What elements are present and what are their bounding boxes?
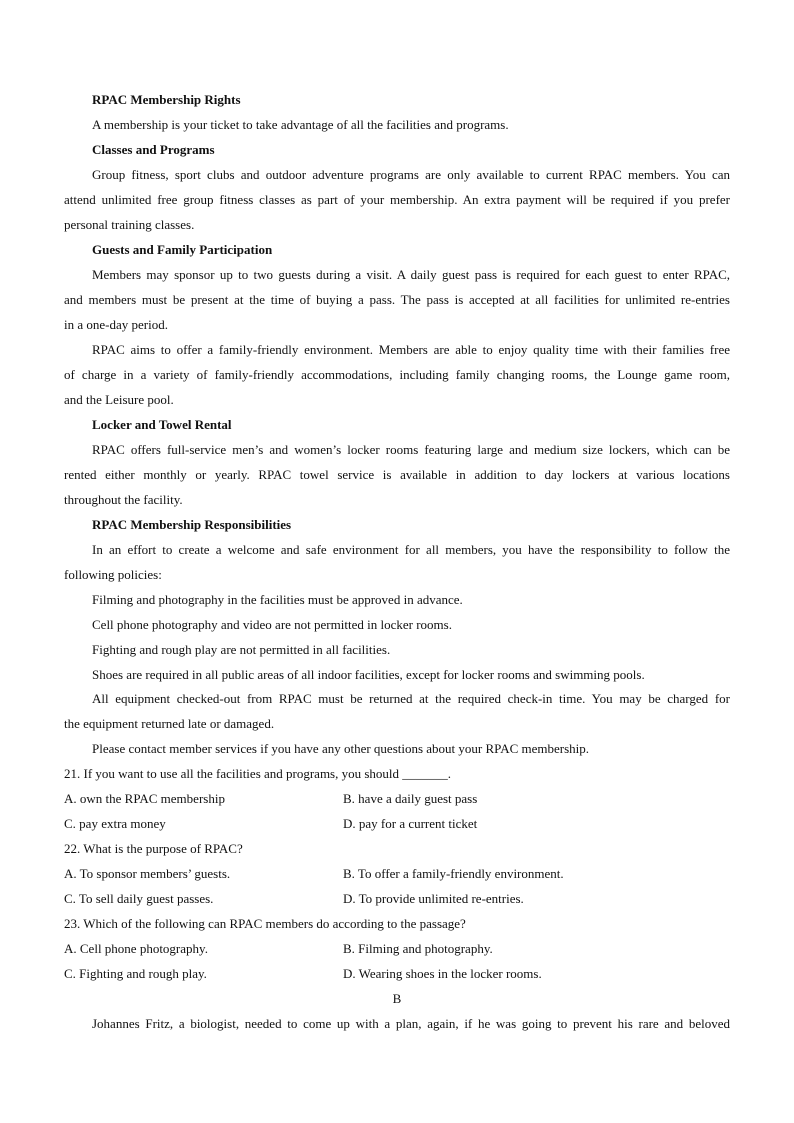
question-option: A. To sponsor members’ guests. [64,866,231,881]
policy-item: Filming and photography in the facilities must be approved in advance. [92,592,463,607]
paragraph-line: and the Leisure pool. [64,392,174,407]
question-option: D. Wearing shoes in the locker rooms. [343,966,542,981]
paragraph-line: Group fitness, sport clubs and outdoor adventure programs are only available to current RPAC members. You can [92,167,730,182]
heading-classes-programs: Classes and Programs [92,142,215,157]
question-option: A. Cell phone photography. [64,941,208,956]
heading-membership-rights: RPAC Membership Rights [92,92,241,107]
paragraph-line: in a one-day period. [64,317,168,332]
paragraph-line: of charge in a variety of family-friendly accommodations, including family changing rooms, the Lounge game room, [64,367,730,382]
paragraph-line: All equipment checked-out from RPAC must be returned at the required check-in time. You may be charged for [92,691,730,706]
paragraph-line: RPAC offers full-service men’s and women’s locker rooms featuring large and medium size lockers, which can be [92,442,730,457]
paragraph-line: RPAC aims to offer a family-friendly environment. Members are able to enjoy quality time with their families free [92,342,730,357]
question-option: B. To offer a family-friendly environment. [343,866,564,881]
paragraph-line: In an effort to create a welcome and safe environment for all members, you have the responsibility to follow the [92,542,730,557]
paragraph-line: the equipment returned late or damaged. [64,716,275,731]
heading-locker-towel: Locker and Towel Rental [92,417,232,432]
paragraph-line: throughout the facility. [64,492,183,507]
question-option: D. pay for a current ticket [343,816,478,831]
question-option: C. Fighting and rough play. [64,966,207,981]
question-stem: 21. If you want to use all the facilities and programs, you should _______. [64,766,452,781]
heading-membership-responsibilities: RPAC Membership Responsibilities [92,517,292,532]
question-stem: 22. What is the purpose of RPAC? [64,841,243,856]
paragraph-membership-rights: A membership is your ticket to take advantage of all the facilities and programs. [92,117,509,132]
paragraph-line: attend unlimited free group fitness classes as part of your membership. An extra payment will be required if you prefer [64,192,730,207]
question-option: C. pay extra money [64,816,166,831]
paragraph-line: following policies: [64,567,162,582]
question-option: B. have a daily guest pass [343,791,478,806]
policy-item: Cell phone photography and video are not permitted in locker rooms. [92,617,452,632]
section-label: B [392,991,402,1006]
paragraph-line: personal training classes. [64,217,195,232]
policy-item: Fighting and rough play are not permitted in all facilities. [92,642,391,657]
heading-guests-family: Guests and Family Participation [92,242,273,257]
question-stem: 23. Which of the following can RPAC members do according to the passage? [64,916,466,931]
question-option: D. To provide unlimited re-entries. [343,891,524,906]
policy-item: Shoes are required in all public areas of all indoor facilities, except for locker rooms and swimming pools. [92,667,645,682]
question-option: A. own the RPAC membership [64,791,225,806]
question-option: B. Filming and photography. [343,941,493,956]
paragraph-contact: Please contact member services if you have any other questions about your RPAC membership. [92,741,590,756]
paragraph-line: and members must be present at the time of buying a pass. The pass is accepted at all facilities for unlimited re-entries [64,292,730,307]
paragraph-line: Members may sponsor up to two guests during a visit. A daily guest pass is required for each guest to enter RPAC, [92,267,730,282]
paragraph-line: Johannes Fritz, a biologist, needed to come up with a plan, again, if he was going to prevent his rare and beloved [92,1016,730,1031]
paragraph-line: rented either monthly or yearly. RPAC towel service is available in addition to day lockers at various locations [64,467,730,482]
question-option: C. To sell daily guest passes. [64,891,214,906]
